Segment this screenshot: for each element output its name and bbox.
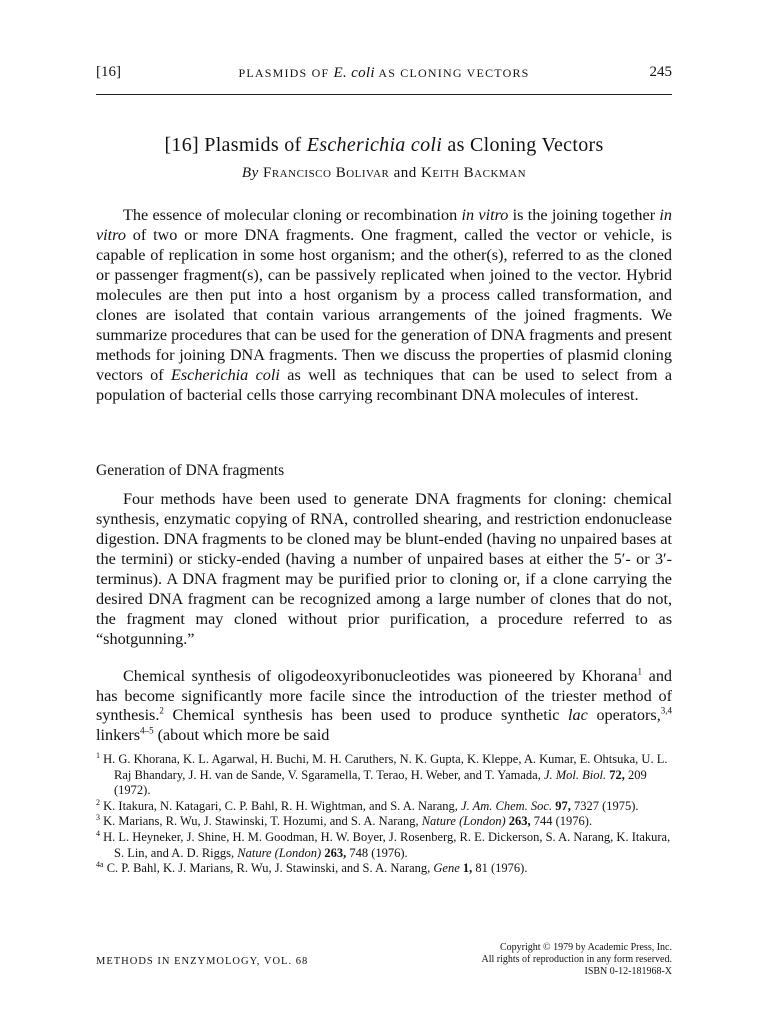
footnote: $^1$ H. G. Khorana, K. L. Agarwal, H. Buchi, M. H. Caruthers, N. K. Gupta, K. Kleppe, A. Kumar, E. Ohtsuka, U. L. Raj Bhandary, J. H. van de Sande, V. Sgaramella, T. Terao, H. Weber, and T. Yamada, J. Mol. Biol. 72, 209 (1972). <box>96 750 668 798</box>
series-footer: METHODS IN ENZYMOLOGY, VOL. 68 <box>96 956 309 967</box>
footnote: $^3$ K. Marians, R. Wu, J. Stawinski, T. Hozumi, and S. A. Narang, Nature (London) 263, 744 (1976). <box>96 813 593 829</box>
running-head-title: PLASMIDS OF E. coli AS CLONING VECTORS <box>238 65 530 81</box>
footnote-ref: 1 <box>637 666 643 677</box>
section-heading: Generation of DNA fragments <box>96 462 285 479</box>
author-name: Keith Backman <box>421 165 527 181</box>
footnote-ref: 3,4 <box>660 705 672 716</box>
body-paragraph: Chemical synthesis of oligodeoxyribonucleotides was pioneered by Khorana$^1$ and has become significantly more facile since the introduction of the triester method of synthesis.$^2$ Chemical synthesis has been used to produce synthetic lac operators,$^{3,4}$ linkers$^{4-5}$ (about which more be said <box>96 666 673 744</box>
rights-line: All rights of reproduction in any form reserved. <box>481 954 672 965</box>
footnote-ref: 2 <box>159 705 164 716</box>
footnote: $^2$ K. Itakura, N. Katagari, C. P. Bahl, R. H. Wightman, and S. A. Narang, J. Am. Chem. Soc. 97, 7327 (1975). <box>96 797 639 813</box>
page-number: 245 <box>649 64 672 80</box>
copyright-line: Copyright © 1979 by Academic Press, Inc. <box>499 942 672 953</box>
footnote-ref: 4–5 <box>140 725 154 736</box>
running-head <box>96 64 672 86</box>
footnote: $^{4a}$ C. P. Bahl, K. J. Marians, R. Wu, J. Stawinski, and S. A. Narang, Gene 1, 81 (1976). <box>96 860 528 876</box>
isbn-line: ISBN 0-12-181968-X <box>584 966 672 977</box>
body-paragraph: Four methods have been used to generate DNA fragments for cloning: chemical synthesis, enzymatic copying of RNA, controlled shearing, and restriction endonuclease digestion. DNA fragments to be cloned may be blunt-ended (having no unpaired bases at the termini) or sticky-ended (having a number of unpaired bases at either the 5′- or 3′-terminus). A DNA fragment may be purified prior to cloning or, if a clone carrying the desired DNA fragment can be recognized among a large number of clones that do not, the fragment may cloned without prior purification, a procedure referred to as “shotgunning.” <box>96 490 672 648</box>
intro-paragraph: The essence of molecular cloning or recombination in vitro is the joining together in vitro of two or more DNA fragments. One fragment, called the vector or vehicle, is capable of replication in some host organism; and the other(s), referred to as the cloned or passenger fragment(s), can be passively replicated when joined to the vector. Hybrid molecules are then put into a host organism by a process called transformation, and clones are isolated that contain various arrangements of the joined fragments. We summarize procedures that can be used for the generation of DNA fragments and present methods for joining DNA fragments. Then we discuss the properties of plasmid cloning vectors of Escherichia coli as well as techniques that can be used to select from a population of bacterial cells those carrying recombinant DNA molecules of interest. <box>96 206 673 404</box>
footnote: $^4$ H. L. Heyneker, J. Shine, H. M. Goodman, H. W. Boyer, J. Rosenberg, R. E. Dickerson, S. A. Narang, K. Itakura, S. Lin, and A. D. Riggs, Nature (London) 263, 748 (1976). <box>96 828 671 860</box>
article-title: [16] Plasmids of Escherichia coli as Cloning Vectors <box>164 134 604 156</box>
running-head-chapter-number: [16] <box>96 64 121 80</box>
footnotes <box>96 752 672 877</box>
byline: By Francisco Bolivar and Keith Backman <box>241 165 527 181</box>
copyright-block <box>481 942 672 978</box>
author-name: Francisco Bolivar <box>263 165 390 181</box>
header-rule <box>96 94 672 95</box>
